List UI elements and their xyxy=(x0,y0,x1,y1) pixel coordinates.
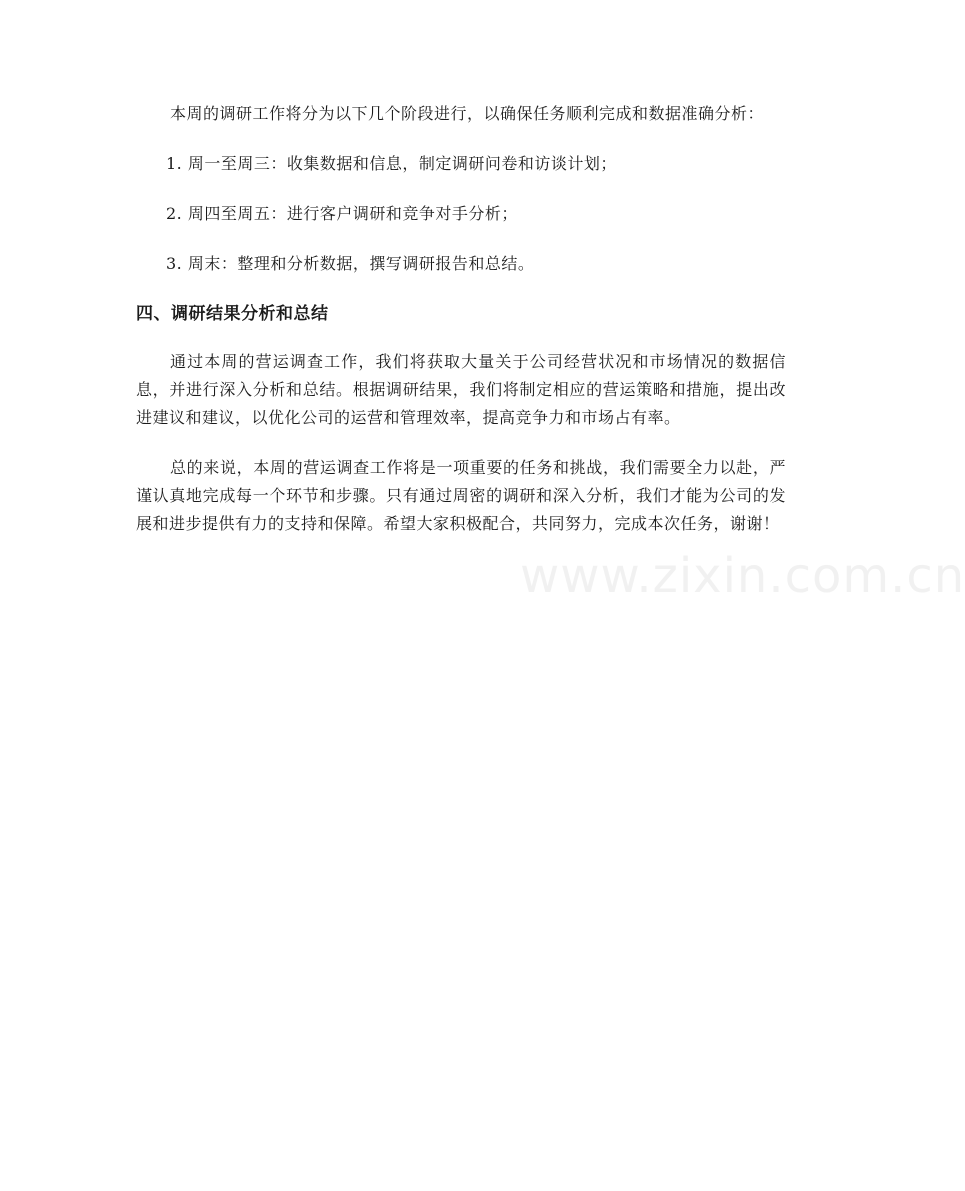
section-heading: 四、调研结果分析和总结 xyxy=(136,304,329,324)
schedule-item-3: 3. 周末：整理和分析数据，撰写调研报告和总结。 xyxy=(166,254,535,273)
watermark: www.zixin.com.cn xyxy=(520,548,965,604)
results-paragraph: 通过本周的营运调查工作，我们将获取大量关于公司经营状况和市场情况的数据信息，并进行深入分析和总结。根据调研结果，我们将制定相应的营运策略和措施，提出改进建议和建议，以优化公司的运营和管理效率，提高竞争力和市场占有率。 xyxy=(136,352,786,427)
schedule-item-1: 1. 周一至周三：收集数据和信息，制定调研问卷和访谈计划； xyxy=(166,154,617,173)
summary-paragraph: 总的来说，本周的营运调查工作将是一项重要的任务和挑战，我们需要全力以赴，严谨认真地完成每一个环节和步骤。只有通过周密的调研和深入分析，我们才能为公司的发展和进步提供有力的支持和保障。希望大家积极配合，共同努力，完成本次任务，谢谢！ xyxy=(136,458,786,533)
intro-paragraph: 本周的调研工作将分为以下几个阶段进行，以确保任务顺利完成和数据准确分析： xyxy=(170,104,765,123)
schedule-item-2: 2. 周四至周五：进行客户调研和竞争对手分析； xyxy=(166,204,518,223)
document-page xyxy=(136,100,786,560)
